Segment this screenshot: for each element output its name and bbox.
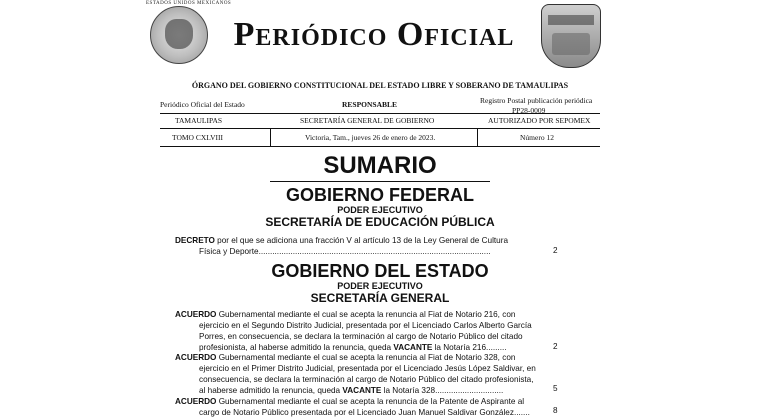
issue-date: Victoria, Tam., jueves 26 de enero de 2023. — [305, 133, 436, 142]
summary-entry — [175, 396, 555, 418]
tamaulipas-coat-of-arms-seal — [541, 4, 601, 68]
summary-entry — [175, 309, 555, 353]
info-left-line2: TAMAULIPAS — [175, 116, 223, 125]
entry-text: Porres, en consecuencia, se declara la terminación al cargo de Notario Público del citado — [199, 332, 523, 341]
info-center-line2: SECRETARÍA GENERAL DE GOBIERNO — [300, 116, 435, 125]
entry-type: DECRETO — [175, 236, 215, 245]
page-number: 2 — [553, 342, 558, 351]
vacancy-label: VACANTE — [393, 343, 433, 352]
vacancy-label: VACANTE — [342, 386, 382, 395]
divider — [270, 181, 490, 182]
info-right-line3: AUTORIZADO POR SEPOMEX — [488, 116, 591, 125]
entry-text: Gubernamental mediante el cual se acepta la renuncia de la Patente de Aspirante al — [218, 397, 525, 406]
entry-text: cargo de Notario Público presentada por el Licenciado Juan Manuel Saldivar González....... — [199, 408, 530, 417]
mexico-coat-of-arms-seal — [150, 6, 208, 64]
entry-text: la Notaría 216......... — [434, 343, 507, 352]
tomo: TOMO CXLVIII — [172, 133, 224, 142]
federal-branch: PODER EJECUTIVO — [337, 205, 423, 215]
info-center-line1: RESPONSABLE — [342, 100, 398, 109]
info-right-line2: PP28-0009 — [512, 106, 546, 115]
info-left-line1: Periódico Oficial del Estado — [160, 100, 245, 109]
rule — [160, 128, 600, 129]
page-number: 8 — [553, 406, 558, 415]
entry-text: al haberse admitido la renuncia, queda — [199, 386, 341, 395]
rule — [160, 146, 600, 147]
entry-type: ACUERDO — [175, 353, 217, 362]
newspaper-title: Periódico Oficial — [233, 16, 515, 53]
section-heading-estado: GOBIERNO DEL ESTADO — [271, 261, 489, 281]
issue-number: Número 12 — [520, 133, 554, 142]
organ-line: ÓRGANO DEL GOBIERNO CONSTITUCIONAL DEL ESTADO LIBRE Y SOBERANO DE TAMAULIPAS — [191, 81, 569, 90]
info-right-line1: Registro Postal publicación periódica — [480, 96, 593, 105]
section-heading-federal: GOBIERNO FEDERAL — [285, 185, 474, 205]
federal-ministry: SECRETARÍA DE EDUCACIÓN PÚBLICA — [265, 215, 495, 229]
page-number: 5 — [553, 384, 558, 393]
estado-ministry: SECRETARÍA GENERAL — [310, 291, 450, 305]
rule — [160, 113, 600, 114]
page-number: 2 — [553, 246, 558, 255]
entry-type: ACUERDO — [175, 310, 217, 319]
seal-text: ESTADOS UNIDOS MEXICANOS — [146, 1, 232, 6]
entry-text: ejercicio en el Segundo Distrito Judicial, presentada por el Licenciado Carlos Alberto García — [199, 321, 532, 330]
summary-entry — [175, 235, 555, 257]
eagle-emblem-icon — [165, 19, 193, 49]
summary-entry — [175, 352, 555, 396]
estado-branch: PODER EJECUTIVO — [337, 281, 423, 291]
entry-text: consecuencia, se declara la terminación al cargo de Notario Público del citado profesionista, — [199, 375, 534, 384]
entry-text: Gubernamental mediante el cual se acepta la renuncia al Fiat de Notario 216, con — [218, 310, 516, 319]
entry-type: ACUERDO — [175, 397, 217, 406]
entry-text: Gubernamental mediante el cual se acepta la renuncia al Fiat de Notario 328, con — [218, 353, 516, 362]
entry-text: por el que se adiciona una fracción V al artículo 13 de la Ley General de Cultura — [217, 236, 509, 245]
entry-text: profesionista, al haberse admitido la renuncia, queda — [199, 343, 392, 352]
entry-text: ejercicio en el Primer Distrito Judicial, presentada por el Licenciado Jesús López Saldivar, en — [199, 364, 536, 373]
entry-text: la Notaría 328.............................. — [383, 386, 504, 395]
entry-text: Física y Deporte...................................................................................................... — [199, 247, 491, 256]
summary-title: SUMARIO — [323, 152, 437, 179]
